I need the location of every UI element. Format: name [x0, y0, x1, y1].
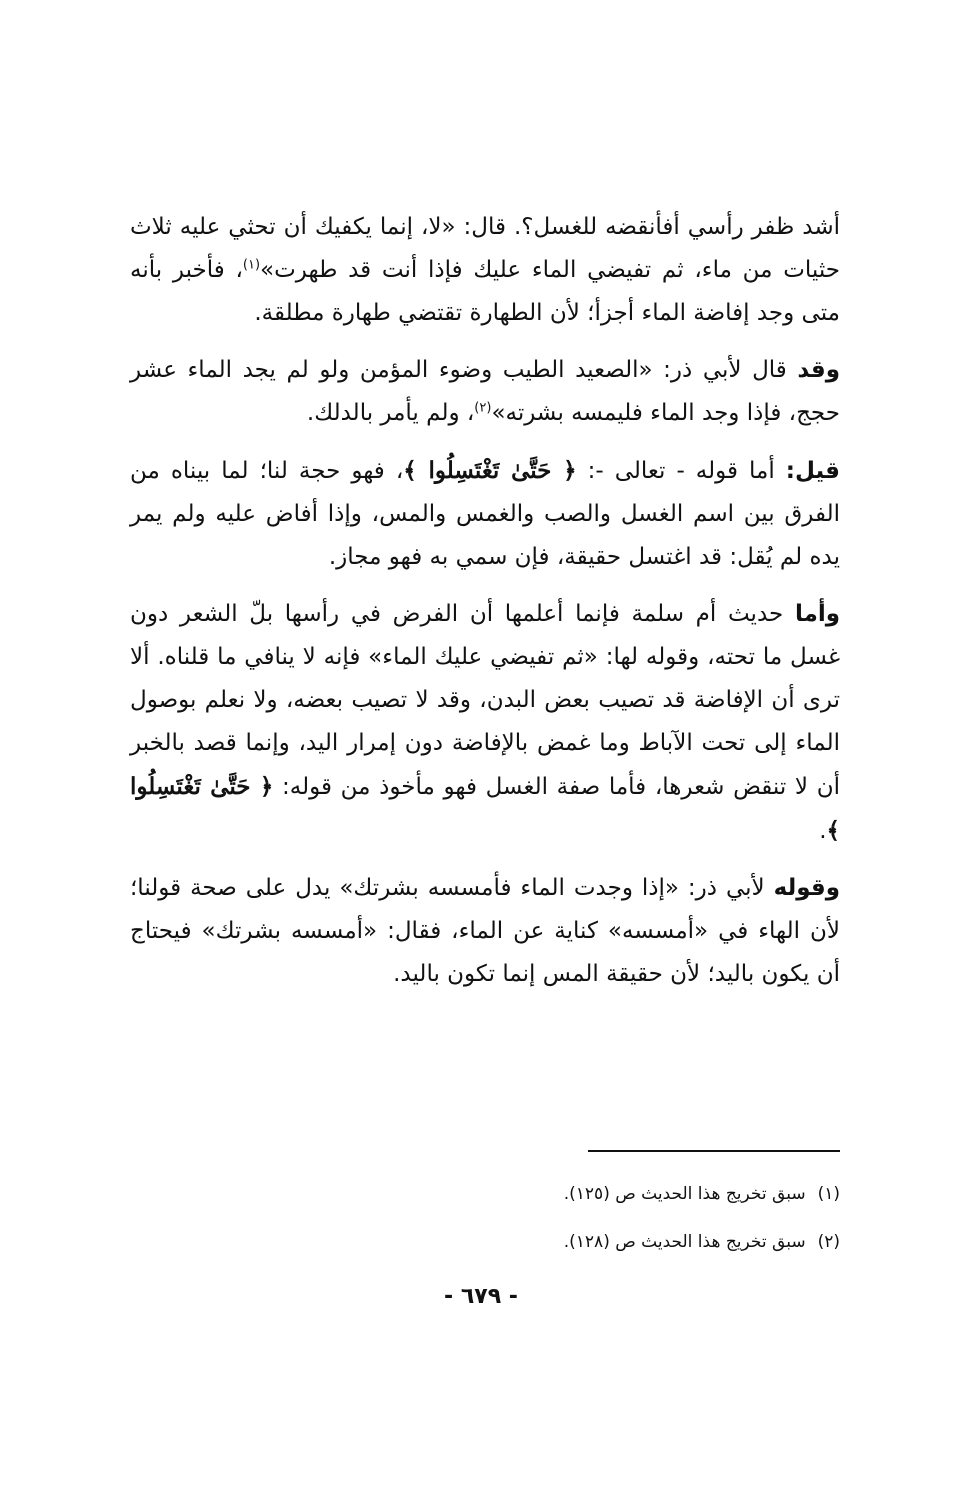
footnote-1: [420, 1175, 840, 1213]
paragraph-2-text: قال لأبي ذر: «الصعيد الطيب وضوء المؤمن ولو لم يجد الماء عشر حجج، فإذا وجد الماء فليمسه بشرته»: [130, 357, 840, 426]
paragraph-3-lead: قيل:: [785, 458, 840, 484]
footnote-2: [420, 1223, 840, 1261]
footnotes: [420, 1175, 840, 1271]
footnote-divider: [588, 1150, 840, 1152]
footnote-ref-2: (٢): [474, 400, 492, 416]
paragraph-3: [130, 449, 840, 579]
paragraph-5: [130, 867, 840, 996]
paragraph-4-lead: وأما: [794, 601, 840, 627]
page-number: - ٦٧٩ -: [444, 1284, 518, 1309]
footnote-1-text: سبق تخريج هذا الحديث ص (١٢٥).: [563, 1184, 806, 1204]
footnote-2-number: (٢): [817, 1232, 840, 1252]
quran-verse-1: ﴿ حَتَّىٰ تَغْتَسِلُوا ﴾: [403, 457, 577, 484]
paragraph-3-text-after: ، فهو حجة لنا؛ لما بيناه من الفرق بين اسم الغسل والصب والغمس والمس، وإذا أفاض عليه ولم يمر يده لم يُقل: قد اغتسل حقيقة، فإن سمي به فهو مجاز.: [130, 458, 840, 570]
paragraph-1-text: أشد ظفر رأسي أفأنقضه للغسل؟. قال: «لا، إنما يكفيك أن تحثي عليه ثلاث حثيات من ماء، ثم تفيضي الماء عليك فإذا أنت قد طهرت»: [130, 214, 840, 283]
paragraph-5-text: لأبي ذر: «إذا وجدت الماء فأمسسه بشرتك» يدل على صحة قولنا؛ لأن الهاء في «أمسسه» كناية عن الماء، فقال: «أمسسه بشرتك» فيحتاج أن يكون باليد؛ لأن حقيقة المس إنما تكون باليد.: [130, 875, 840, 987]
main-text: [130, 206, 840, 1010]
paragraph-2-text-after: ، ولم يأمر بالدلك.: [306, 400, 475, 426]
paragraph-5-lead: وقوله: [773, 875, 840, 901]
paragraph-3-text-before: أما قوله - تعالى -:: [576, 458, 786, 484]
quran-verse-2: ﴿ حَتَّىٰ تَغْتَسِلُوا ﴾: [130, 773, 840, 844]
paragraph-1-text-after: ، فأخبر بأنه متى وجد إفاضة الماء أجزأ؛ لأن الطهارة تقتضي طهارة مطلقة.: [130, 257, 840, 326]
paragraph-2-lead: وقد: [797, 357, 840, 383]
paragraph-4-text-before: حديث أم سلمة فإنما أعلمها أن الفرض في رأسها بلّ الشعر دون غسل ما تحته، وقوله لها: «ثم تفيضي عليك الماء» فإنه لا ينافي ما قلناه. ألا ترى أن الإفاضة قد تصيب بعض البدن، وقد لا تصيب بعضه، ولا نعلم بوصول الماء إلى تحت الآباط وما غمض بالإفاضة دون إمرار اليد، وإنما قصد بالخبر أن لا تنقض شعرها، فأما صفة الغسل فهو مأخوذ من قوله:: [130, 601, 840, 800]
paragraph-4-text-after: .: [819, 818, 827, 844]
footnote-1-number: (١): [817, 1184, 840, 1204]
footnote-2-text: سبق تخريج هذا الحديث ص (١٢٨).: [563, 1232, 806, 1252]
footnote-ref-1: (١): [242, 257, 261, 273]
paragraph-2: [130, 349, 840, 435]
paragraph-1: [130, 206, 840, 335]
paragraph-4: [130, 593, 840, 853]
